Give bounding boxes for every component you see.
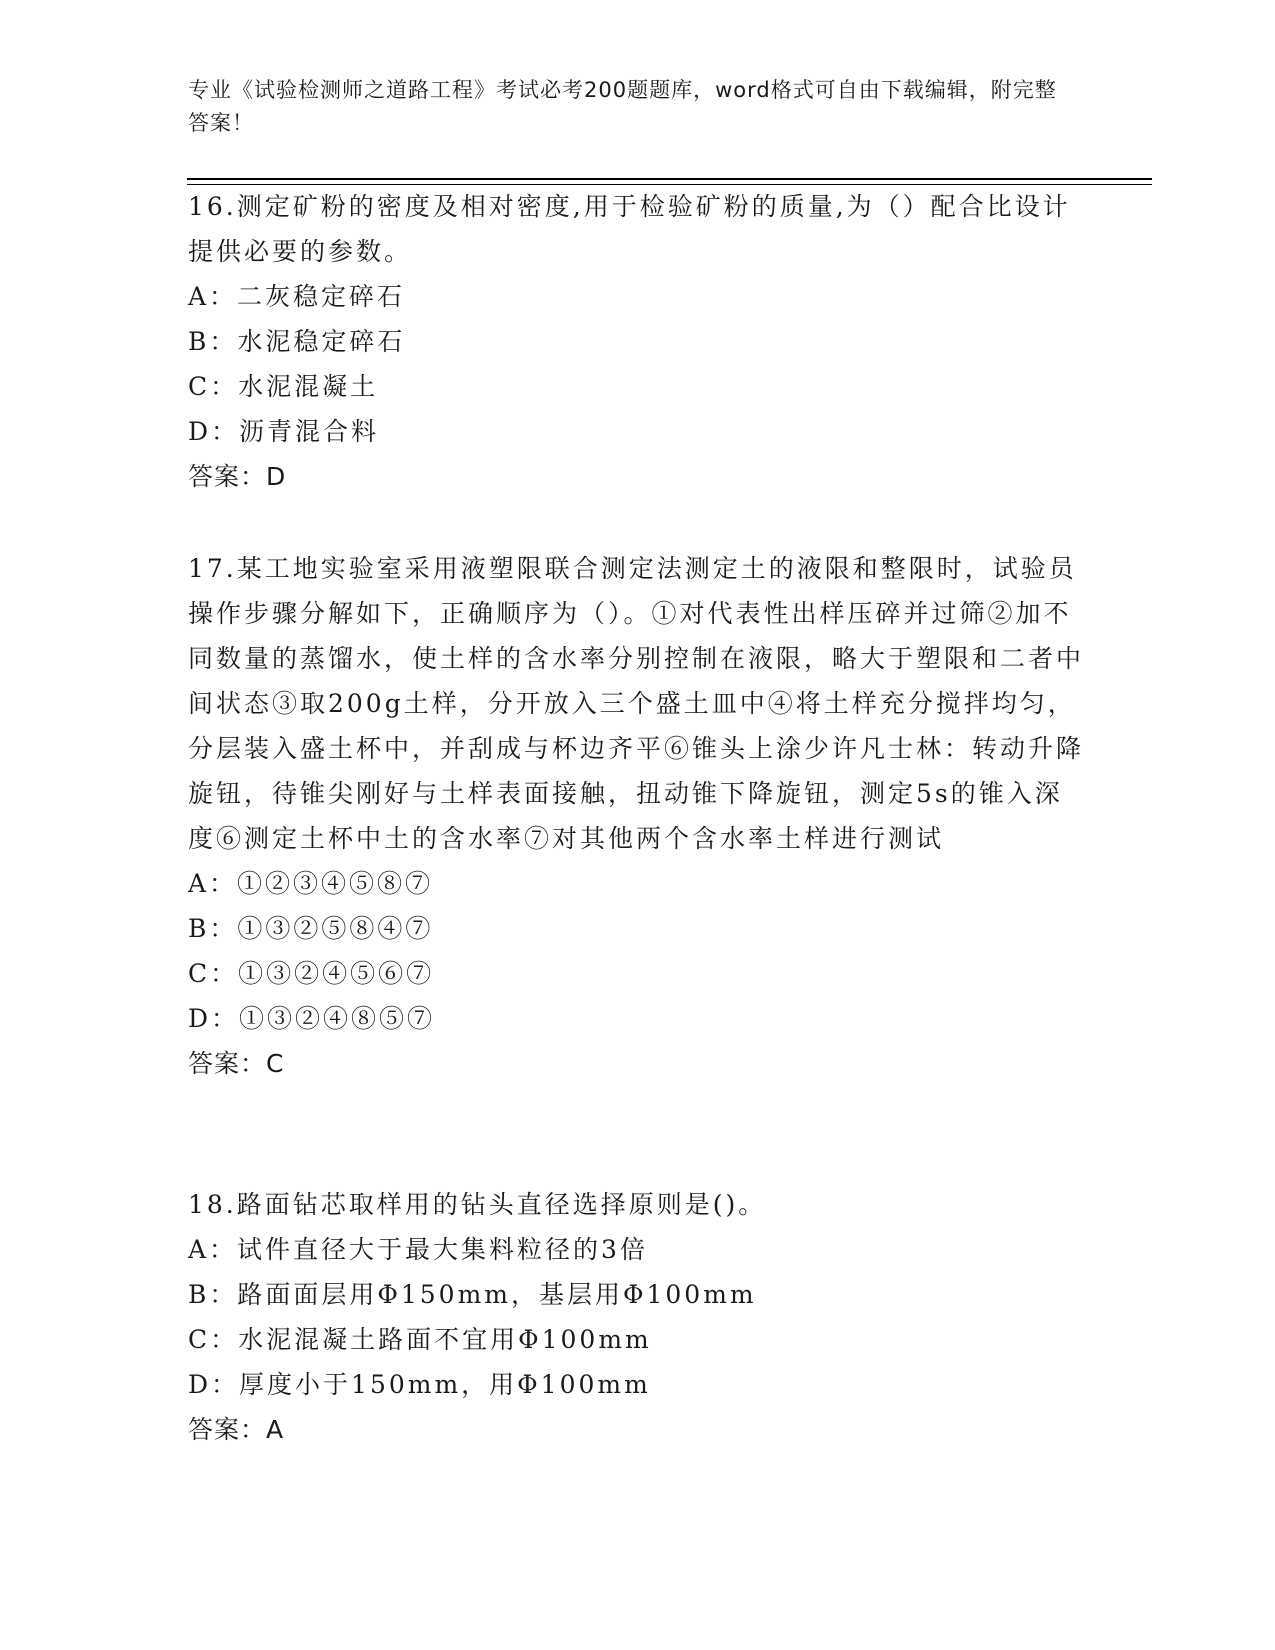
answer-label: 答案：A [188,1415,285,1444]
question-17 [188,546,1088,1087]
option-c: C：①③②④⑤⑥⑦ [188,959,435,988]
option-c: C：水泥混凝土路面不宜用Φ100mm [188,1325,652,1354]
option-c: C：水泥混凝土 [188,372,379,401]
header-rule-thick [187,178,1152,180]
answer-label: 答案：C [188,1049,285,1078]
document-header: 专业《试验检测师之道路工程》考试必考200题题库，word格式可自由下载编辑，附完整答案！ [188,78,1057,135]
question-18 [188,1182,1088,1453]
option-a: A：①②③④⑤⑧⑦ [188,869,434,898]
answer-label: 答案：D [188,462,287,491]
option-b: B：①③②⑤⑧④⑦ [188,914,434,943]
option-d: D：沥青混合料 [188,417,380,446]
question-16 [188,184,1088,500]
option-d: D：厚度小于150mm，用Φ100mm [188,1370,651,1399]
option-d: D：①③②④⑧⑤⑦ [188,1004,436,1033]
option-b: B：水泥稳定碎石 [188,327,406,356]
option-a: A：二灰稳定碎石 [188,282,406,311]
question-stem: 17.某工地实验室采用液塑限联合测定法测定土的液限和整限时，试验员操作步骤分解如下，正确顺序为（）。①对代表性出样压碎并过筛②加不同数量的蒸馏水，使土样的含水率分别控制在液限，略大于塑限和二者中间状态③取200g土样，分开放入三个盛土皿中④将土样充分搅拌均匀，分层装入盛土杯中，并刮成与杯边齐平⑥锥头上涂少许凡士林：转动升降旋钮，待锥尖刚好与土样表面接触，扭动锥下降旋钮，测定5s的锥入深度⑥测定土杯中土的含水率⑦对其他两个含水率土样进行测试 [188,554,1085,853]
question-stem: 16.测定矿粉的密度及相对密度,用于检验矿粉的质量,为（）配合比设计提供必要的参数。 [188,192,1071,266]
option-a: A：试件直径大于最大集料粒径的3倍 [188,1235,648,1264]
option-b: B：路面面层用Φ150mm，基层用Φ100mm [188,1280,757,1309]
question-stem: 18.路面钻芯取样用的钻头直径选择原则是()。 [188,1190,767,1219]
